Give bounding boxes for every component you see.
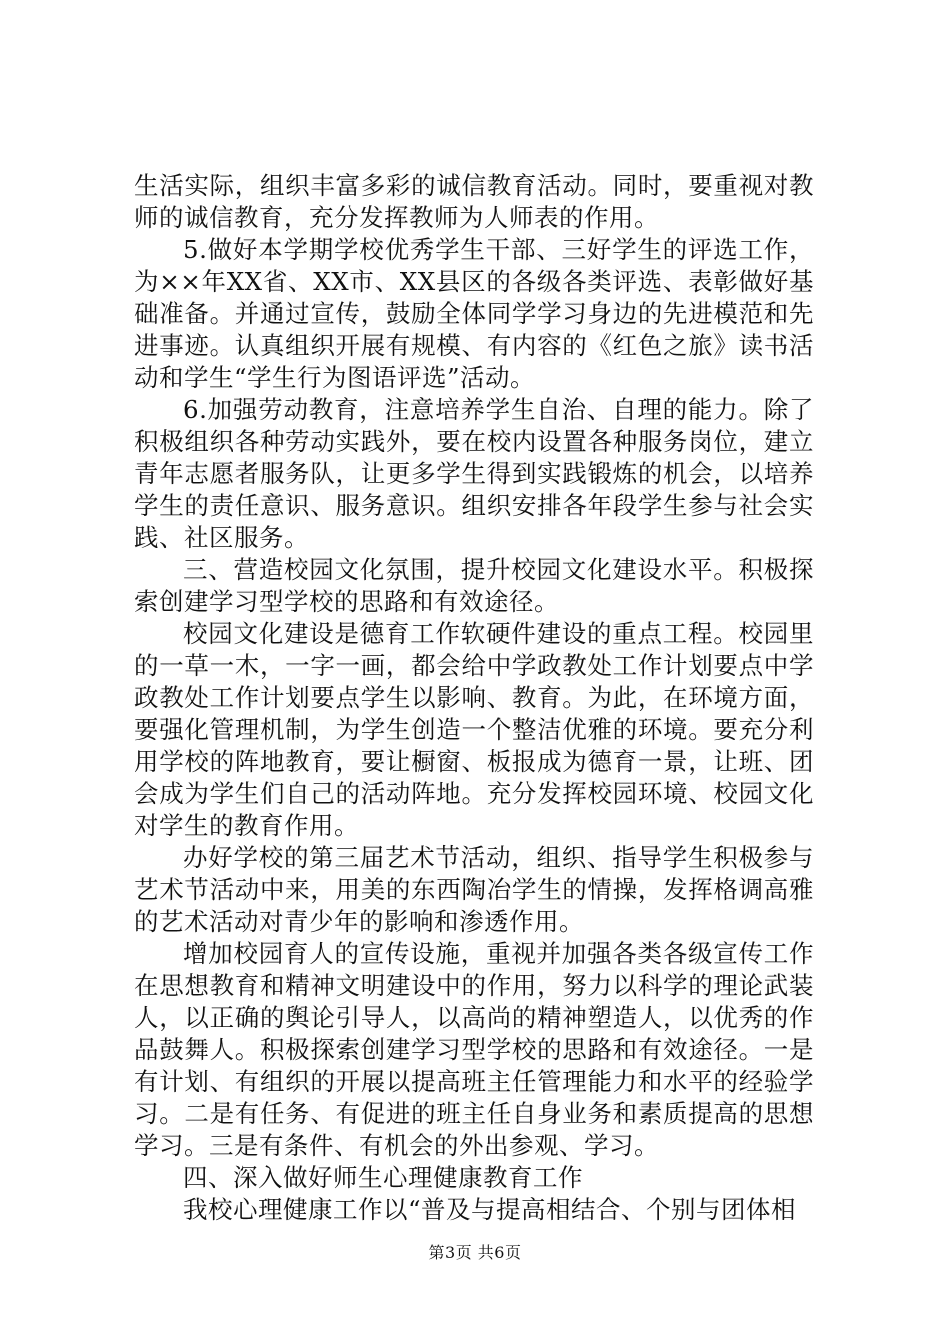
paragraph-item-5: 5.做好本学期学校优秀学生干部、三好学生的评选工作，为××年XX省、XX市、XX县区的各级各类评选、表彰做好基础准备。并通过宣传，鼓励全体同学学习身边的先进模范和先进事迹。认真组织开展有规模、有内容的《红色之旅》读书活动和学生“学生行为图语评选”活动。: [134, 235, 814, 392]
section-heading-3: 三、营造校园文化氛围，提升校园文化建设水平。积极探索创建学习型学校的思路和有效途径。: [134, 555, 814, 616]
section-heading-4: 四、深入做好师生心理健康教育工作: [183, 1163, 583, 1192]
document-body: [134, 170, 814, 1226]
paragraph-campus-culture: 校园文化建设是德育工作软硬件建设的重点工程。校园里的一草一木，一字一画，都会给中学政教处工作计划要点中学政教处工作计划要点学生以影响、教育。为此，在环境方面，要强化管理机制，为学生创造一个整洁优雅的环境。要充分利用学校的阵地教育，要让橱窗、板报成为德育一景，让班、团会成为学生们自己的活动阵地。充分发挥校园环境、校园文化对学生的教育作用。: [134, 619, 814, 840]
paragraph-continuation: 生活实际，组织丰富多彩的诚信教育活动。同时，要重视对教师的诚信教育，充分发挥教师为人师表的作用。: [134, 171, 814, 232]
paragraph-publicity: 增加校园育人的宣传设施，重视并加强各类各级宣传工作在思想教育和精神文明建设中的作用，努力以科学的理论武装人，以正确的舆论引导人，以高尚的精神塑造人，以优秀的作品鼓舞人。积极探索创建学习型学校的思路和有效途径。一是有计划、有组织的开展以提高班主任管理能力和水平的经验学习。二是有任务、有促进的班主任自身业务和素质提高的思想学习。三是有条件、有机会的外出参观、学习。: [134, 939, 814, 1160]
page-number-footer: 第3页 共6页: [428, 1243, 522, 1262]
paragraph-mental-health: 我校心理健康工作以“普及与提高相结合、个别与团体相: [183, 1195, 797, 1224]
paragraph-art-festival: 办好学校的第三届艺术节活动，组织、指导学生积极参与艺术节活动中来，用美的东西陶冶学生的情操，发挥格调高雅的艺术活动对青少年的影响和渗透作用。: [134, 843, 814, 936]
paragraph-item-6: 6.加强劳动教育，注意培养学生自治、自理的能力。除了积极组织各种劳动实践外，要在校内设置各种服务岗位，建立青年志愿者服务队，让更多学生得到实践锻炼的机会，以培养学生的责任意识、服务意识。组织安排各年段学生参与社会实践、社区服务。: [134, 395, 814, 552]
